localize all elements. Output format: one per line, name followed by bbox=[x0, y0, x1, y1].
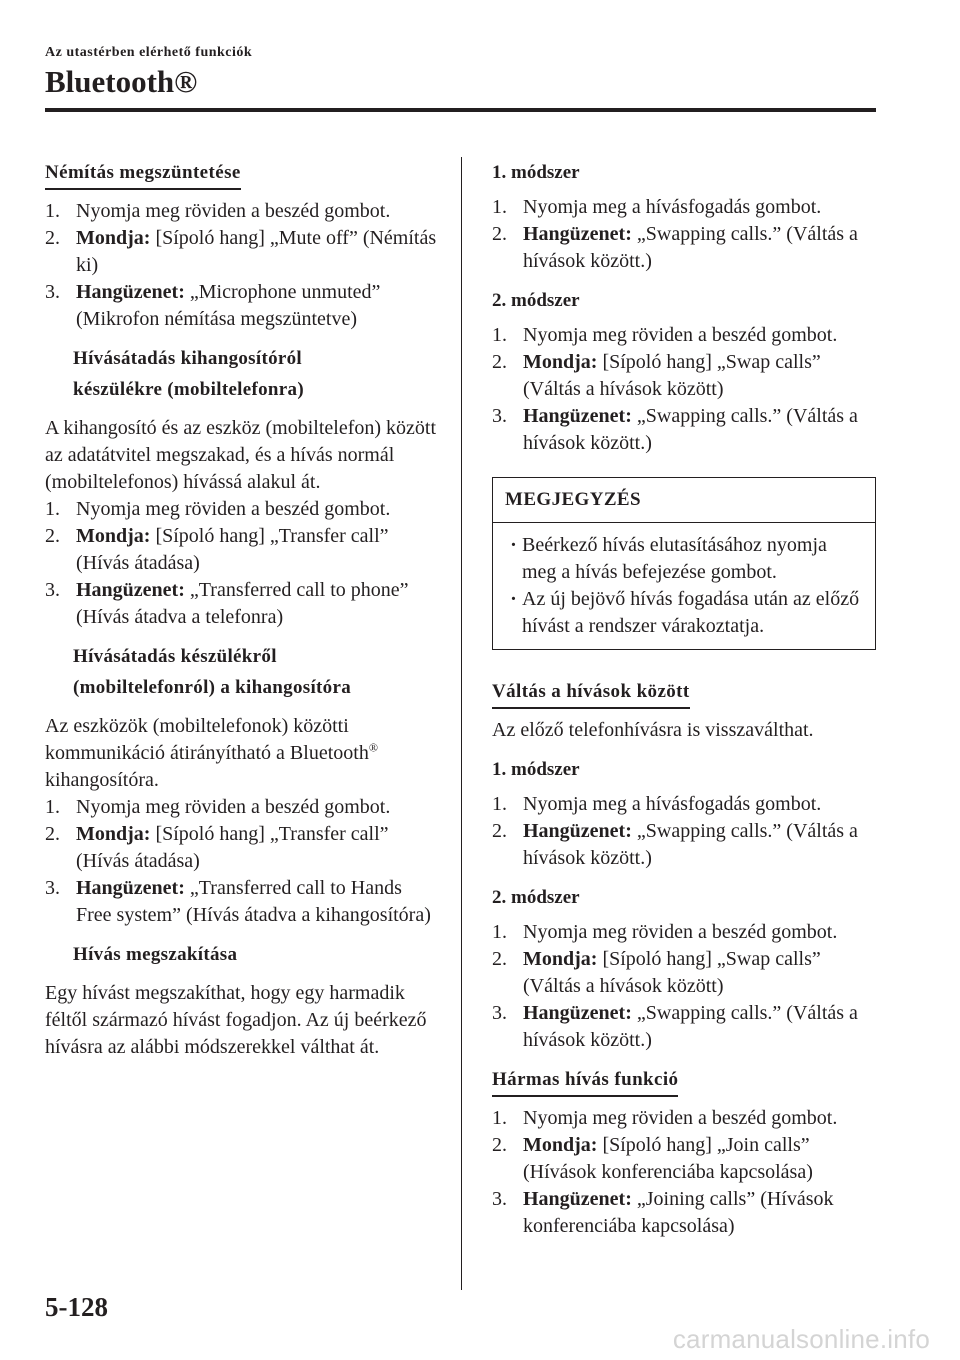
step-number: 3. bbox=[45, 579, 60, 601]
step-body: „Swapping calls.” (Váltás a hívások között.) bbox=[523, 820, 858, 869]
subsection-title-transfer-to-handsfree bbox=[73, 641, 438, 703]
step-body: „Microphone unmuted” (Mikrofon némítása megszüntetve) bbox=[76, 281, 381, 330]
step-text bbox=[523, 1186, 876, 1240]
step-item bbox=[45, 496, 438, 523]
step-list bbox=[492, 1105, 876, 1240]
step-body: Nyomja meg röviden a beszéd gombot. bbox=[523, 324, 838, 346]
chapter-subtitle: Az utastérben elérhető funkciók bbox=[45, 45, 253, 60]
note-box bbox=[492, 477, 876, 650]
step-item bbox=[492, 403, 876, 457]
step-list bbox=[492, 322, 876, 457]
step-number: 1. bbox=[492, 324, 507, 346]
step-number: 2. bbox=[492, 1134, 507, 1156]
subsection-title-line: (mobiltelefonról) a kihangosítóra bbox=[73, 677, 351, 698]
right-column bbox=[492, 159, 876, 1240]
step-body: Nyomja meg röviden a beszéd gombot. bbox=[523, 921, 838, 943]
step-label: Hangüzenet: bbox=[523, 820, 632, 842]
section-title-swap-calls: Váltás a hívások között bbox=[492, 678, 690, 709]
step-text bbox=[76, 577, 438, 631]
step-text bbox=[76, 225, 438, 279]
step-body: [Sípoló hang] „Swap calls” (Váltás a hívások között) bbox=[523, 351, 821, 400]
paragraph bbox=[45, 713, 438, 794]
step-number: 2. bbox=[492, 223, 507, 245]
subsection-title-line: készülékre (mobiltelefonra) bbox=[73, 379, 304, 400]
step-list bbox=[492, 791, 876, 872]
step-body: Nyomja meg a hívásfogadás gombot. bbox=[523, 793, 822, 815]
step-number: 1. bbox=[492, 1107, 507, 1129]
step-body: „Transferred call to phone” (Hívás átadva a telefonra) bbox=[76, 579, 409, 628]
step-body: [Sípoló hang] „Mute off” (Némítás ki) bbox=[76, 227, 437, 276]
step-body: Nyomja meg röviden a beszéd gombot. bbox=[76, 796, 391, 818]
paragraph-text: Az eszközök (mobiltelefonok) közötti kommunikáció átirányítható a Bluetooth bbox=[45, 715, 369, 764]
step-body: „Swapping calls.” (Váltás a hívások között.) bbox=[523, 405, 858, 454]
step-label: Mondja: bbox=[76, 823, 151, 845]
step-body: [Sípoló hang] „Swap calls” (Váltás a hívások között) bbox=[523, 948, 821, 997]
note-body bbox=[493, 523, 875, 649]
paragraph: A kihangosító és az eszköz (mobiltelefon) között az adatátvitel megszakad, és a hívás normál (mobiltelefonos) hívássá alakul át. bbox=[45, 417, 437, 493]
step-item bbox=[45, 523, 438, 577]
bullet-dot-icon: · bbox=[510, 534, 517, 556]
step-number: 1. bbox=[492, 196, 507, 218]
step-number: 2. bbox=[45, 525, 60, 547]
step-text bbox=[523, 349, 876, 403]
step-item bbox=[492, 919, 876, 946]
step-text bbox=[523, 791, 876, 818]
step-number: 2. bbox=[45, 227, 60, 249]
step-text bbox=[523, 1105, 876, 1132]
header-divider bbox=[45, 108, 876, 112]
method-title: 1. módszer bbox=[492, 162, 580, 183]
step-number: 1. bbox=[492, 793, 507, 815]
step-label: Mondja: bbox=[523, 351, 598, 373]
step-body: Nyomja meg a hívásfogadás gombot. bbox=[523, 196, 822, 218]
subsection-title-line: Hívásátadás kihangosítóról bbox=[73, 348, 302, 369]
step-item bbox=[45, 821, 438, 875]
section-title-unmute: Némítás megszüntetése bbox=[45, 159, 241, 190]
step-text bbox=[523, 1132, 876, 1186]
step-list bbox=[492, 919, 876, 1054]
step-body: Nyomja meg röviden a beszéd gombot. bbox=[523, 1107, 838, 1129]
step-item bbox=[492, 818, 876, 872]
step-body: Nyomja meg röviden a beszéd gombot. bbox=[76, 200, 391, 222]
step-text bbox=[523, 946, 876, 1000]
step-item bbox=[492, 322, 876, 349]
method-title: 1. módszer bbox=[492, 759, 580, 780]
step-text bbox=[76, 279, 438, 333]
paragraph-text: kihangosítóra. bbox=[45, 769, 159, 791]
step-item bbox=[492, 349, 876, 403]
step-item bbox=[492, 1186, 876, 1240]
step-text bbox=[76, 496, 438, 523]
step-label: Hangüzenet: bbox=[523, 1188, 632, 1210]
step-text bbox=[76, 523, 438, 577]
step-text bbox=[76, 794, 438, 821]
step-text bbox=[523, 818, 876, 872]
step-list bbox=[45, 794, 438, 929]
step-label: Hangüzenet: bbox=[523, 1002, 632, 1024]
paragraph: Egy hívást megszakíthat, hogy egy harmadik féltől származó hívást fogadjon. Az új beérkező hívásra az alábbi módszerekkel válthat át. bbox=[45, 982, 427, 1058]
step-text bbox=[523, 919, 876, 946]
step-number: 1. bbox=[492, 921, 507, 943]
step-label: Hangüzenet: bbox=[523, 223, 632, 245]
step-label: Hangüzenet: bbox=[76, 281, 185, 303]
step-body: [Sípoló hang] „Transfer call” (Hívás átadása) bbox=[76, 823, 389, 872]
step-item bbox=[492, 1132, 876, 1186]
note-bullet bbox=[505, 586, 863, 640]
step-text bbox=[76, 875, 438, 929]
note-text: Beérkező hívás elutasításához nyomja meg a hívás befejezése gombot. bbox=[522, 534, 827, 583]
subsection-title-line: Hívásátadás készülékről bbox=[73, 646, 277, 667]
step-body: „Transferred call to Hands Free system” (Hívás átadva a kihangosítóra) bbox=[76, 877, 431, 926]
step-list bbox=[492, 194, 876, 275]
step-body: „Joining calls” (Hívások konferenciába kapcsolása) bbox=[523, 1188, 834, 1237]
column-divider bbox=[461, 157, 462, 1290]
step-item bbox=[45, 225, 438, 279]
step-number: 2. bbox=[492, 820, 507, 842]
step-label: Hangüzenet: bbox=[76, 877, 185, 899]
step-number: 3. bbox=[45, 877, 60, 899]
step-text bbox=[76, 198, 438, 225]
step-number: 1. bbox=[45, 796, 60, 818]
step-number: 1. bbox=[45, 498, 60, 520]
step-text bbox=[76, 821, 438, 875]
step-number: 3. bbox=[492, 405, 507, 427]
step-list bbox=[45, 198, 438, 333]
step-text bbox=[523, 194, 876, 221]
step-text bbox=[523, 1000, 876, 1054]
page-title: Bluetooth® bbox=[45, 64, 198, 99]
page-header bbox=[45, 44, 876, 101]
step-item bbox=[492, 1000, 876, 1054]
method-title: 2. módszer bbox=[492, 887, 580, 908]
step-item bbox=[45, 794, 438, 821]
step-text bbox=[523, 221, 876, 275]
step-item bbox=[45, 577, 438, 631]
registered-mark: ® bbox=[368, 740, 378, 755]
page-number: 5-128 bbox=[45, 1292, 108, 1322]
note-bullet bbox=[505, 532, 863, 586]
step-number: 3. bbox=[492, 1188, 507, 1210]
step-label: Mondja: bbox=[523, 948, 598, 970]
step-number: 3. bbox=[492, 1002, 507, 1024]
subsection-title-call-waiting: Hívás megszakítása bbox=[73, 944, 238, 965]
step-body: [Sípoló hang] „Transfer call” (Hívás átadása) bbox=[76, 525, 389, 574]
subsection-title-transfer-to-phone bbox=[73, 343, 438, 405]
step-text bbox=[523, 403, 876, 457]
step-body: [Sípoló hang] „Join calls” (Hívások konferenciába kapcsolása) bbox=[523, 1134, 813, 1183]
note-text: Az új bejövő hívás fogadása után az előző hívást a rendszer várakoztatja. bbox=[522, 588, 860, 637]
step-label: Hangüzenet: bbox=[76, 579, 185, 601]
step-item bbox=[45, 198, 438, 225]
step-item bbox=[492, 221, 876, 275]
step-number: 1. bbox=[45, 200, 60, 222]
step-item bbox=[492, 946, 876, 1000]
bullet-dot-icon: · bbox=[510, 588, 517, 610]
step-list bbox=[45, 496, 438, 631]
step-body: „Swapping calls.” (Váltás a hívások között.) bbox=[523, 223, 858, 272]
step-number: 2. bbox=[492, 351, 507, 373]
step-label: Mondja: bbox=[523, 1134, 598, 1156]
step-body: „Swapping calls.” (Váltás a hívások között.) bbox=[523, 1002, 858, 1051]
method-title: 2. módszer bbox=[492, 290, 580, 311]
step-number: 2. bbox=[45, 823, 60, 845]
step-label: Mondja: bbox=[76, 227, 151, 249]
step-number: 2. bbox=[492, 948, 507, 970]
step-item bbox=[45, 279, 438, 333]
step-item bbox=[492, 194, 876, 221]
step-item bbox=[492, 791, 876, 818]
step-label: Mondja: bbox=[76, 525, 151, 547]
paragraph: Az előző telefonhívásra is visszaválthat. bbox=[492, 719, 814, 741]
note-title: MEGJEGYZÉS bbox=[493, 478, 875, 523]
step-number: 3. bbox=[45, 281, 60, 303]
step-item bbox=[45, 875, 438, 929]
watermark: carmanualsonline.info bbox=[672, 1324, 930, 1354]
step-body: Nyomja meg röviden a beszéd gombot. bbox=[76, 498, 391, 520]
step-text bbox=[523, 322, 876, 349]
section-title-three-way-call: Hármas hívás funkció bbox=[492, 1066, 678, 1097]
step-item bbox=[492, 1105, 876, 1132]
step-label: Hangüzenet: bbox=[523, 405, 632, 427]
left-column bbox=[45, 159, 438, 1061]
